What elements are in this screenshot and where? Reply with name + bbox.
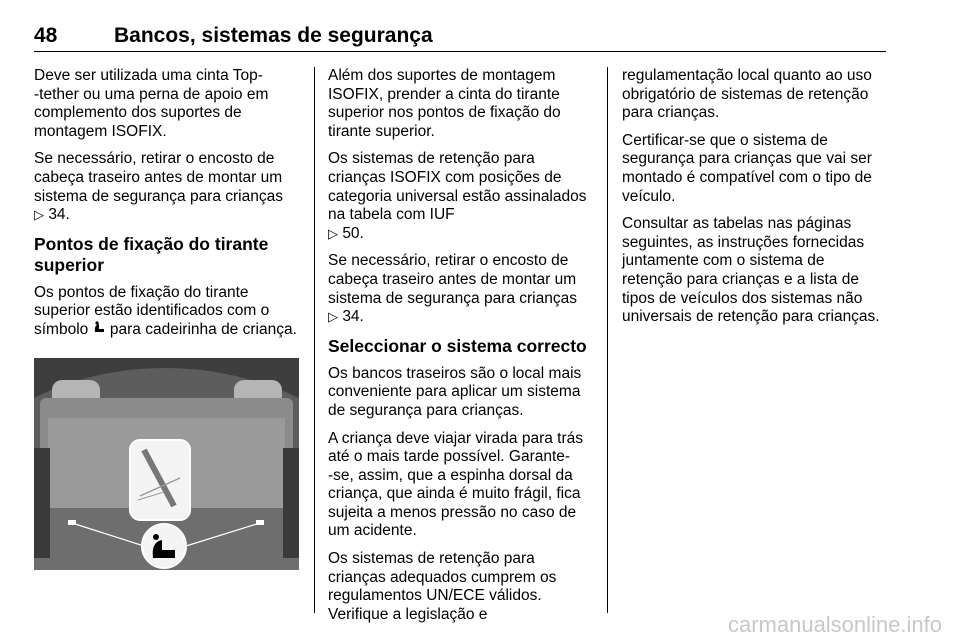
page-reference-arrow-icon: ▷: [328, 225, 338, 241]
page-reference[interactable]: 50.: [342, 224, 364, 242]
page-number: 48: [34, 24, 58, 47]
column-divider-2: [607, 67, 608, 613]
page-reference[interactable]: 34.: [48, 206, 70, 224]
paragraph-text: Se necessário, retirar o encosto de cabeça traseiro antes de montar um sistema de segurança para crianças: [328, 252, 577, 307]
watermark: carmanualsonline.info: [727, 612, 942, 637]
paragraph: [328, 252, 594, 326]
page-title: Bancos, sistemas de segurança: [114, 24, 433, 47]
paragraph: Deve ser utilizada uma cinta Top- -tether ou uma perna de apoio em complemento dos suportes de montagem ISOFIX.: [34, 67, 269, 140]
paragraph: [328, 150, 594, 243]
column-2: [328, 67, 594, 633]
rear-seat-anchor-illustration: [34, 358, 299, 570]
column-1: [34, 67, 300, 349]
paragraph: Consultar as tabelas nas páginas seguintes, as instruções fornecidas juntamente com o sistema de retenção para crianças e a lista de tipos de veículos dos sistemas não universais de retenção para crianças.: [622, 215, 880, 326]
section-heading: Pontos de fixação do tirante superior: [34, 233, 269, 275]
column-3: [622, 67, 888, 336]
top-tether-anchor-icon: [93, 321, 110, 338]
page-reference-arrow-icon: ▷: [328, 309, 338, 325]
page-header: [34, 24, 886, 52]
paragraph: regulamentação local quanto ao uso obrigatório de sistemas de retenção para crianças.: [622, 67, 872, 122]
column-divider-1: [314, 67, 315, 613]
header-divider: [34, 51, 886, 52]
page-reference-arrow-icon: ▷: [34, 207, 44, 223]
paragraph: [34, 150, 300, 224]
paragraph-text: Os sistemas de retenção para crianças ISOFIX com posições de categoria universal estão assinalados na tabela com IUF: [328, 150, 587, 224]
paragraph: Certificar-se que o sistema de segurança para crianças que vai ser montado é compatível com o tipo de veículo.: [622, 131, 872, 205]
section-heading: Seleccionar o sistema correcto: [328, 335, 587, 356]
paragraph: A criança deve viajar virada para trás até o mais tarde possível. Garante- -se, assim, que a espinha dorsal da criança, que ainda é muito frágil, fica sujeita a menos pressão no caso de um acidente.: [328, 429, 584, 540]
paragraph-text: para cadeirinha de criança.: [109, 320, 297, 338]
paragraph-text: Se necessário, retirar o encosto de cabeça traseiro antes de montar um sistema de segurança para crianças: [34, 150, 283, 205]
paragraph: [34, 284, 300, 340]
paragraph-text: Os pontos de fixação do tirante superior estão identificados com o símbolo: [34, 283, 270, 338]
page-reference[interactable]: 34.: [342, 308, 364, 326]
paragraph: Além dos suportes de montagem ISOFIX, prender a cinta do tirante superior nos pontos de fixação do tirante superior.: [328, 67, 561, 140]
paragraph: Os bancos traseiros são o local mais conveniente para aplicar um sistema de segurança para crianças.: [328, 364, 582, 419]
paragraph: Os sistemas de retenção para crianças adequados cumprem os regulamentos UN/ECE válidos. Verifique a legislação e: [328, 550, 557, 623]
